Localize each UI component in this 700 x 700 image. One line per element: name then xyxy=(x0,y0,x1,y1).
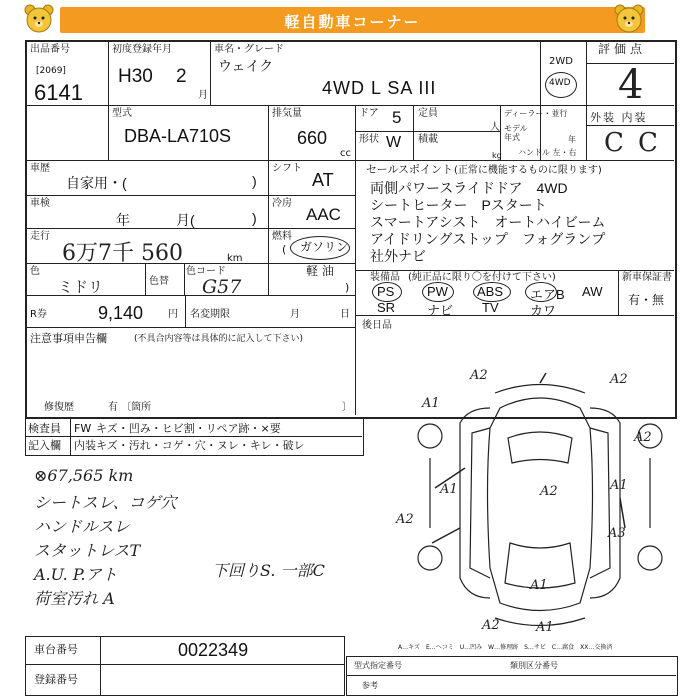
capacity-label: 定員 xyxy=(418,108,438,119)
chassis-number: 0022349 xyxy=(178,640,249,660)
page-title: 軽自動車コーナー xyxy=(284,13,421,31)
car-name: ウェイク xyxy=(218,58,274,74)
fuel-petrol: ガソリン xyxy=(300,240,349,254)
load-label: 積載 xyxy=(418,134,438,145)
damage-mark: A1 xyxy=(610,478,628,493)
damage-mark: A1 xyxy=(536,620,554,635)
damage-mark: A2 xyxy=(470,368,488,383)
lot-number-label: 出品番号 xyxy=(30,44,70,55)
color-code-label: 色コード xyxy=(186,266,226,277)
new-warranty-value: 有・無 xyxy=(628,293,665,307)
shape-value: W xyxy=(386,134,402,151)
shape-label: 形状 xyxy=(359,134,379,145)
car-name-label: 車名・グレード xyxy=(214,44,284,55)
sales-point-item: アイドリングストップ フォグランプ xyxy=(370,231,606,247)
usage-label: 車歴 xyxy=(30,163,50,174)
displacement-value: 660 xyxy=(297,128,328,148)
damage-mark: A2 xyxy=(482,618,500,633)
title-deadline-label: 名変期限 xyxy=(190,309,230,320)
equip-abs: ABS xyxy=(477,284,504,299)
sales-point-item: 両側パワースライドドア 4WD xyxy=(370,180,568,196)
handwritten-note: ⊗67,565 km xyxy=(34,466,134,485)
handwritten-note: 荷室汚れ A xyxy=(34,589,115,608)
interior-grade: C xyxy=(638,128,658,158)
fuel-label: 燃料 xyxy=(272,231,292,242)
score-label: 評価点 xyxy=(598,42,647,56)
header-banner xyxy=(60,7,645,33)
usage-value: 自家用・( xyxy=(66,175,127,191)
sales-points-label: セールスポイント xyxy=(366,163,454,176)
equipment-label: 装備品 xyxy=(370,272,400,283)
model-label: 型式 xyxy=(112,108,132,119)
dealer-label: ディーラー・並行 xyxy=(504,109,568,118)
inspector-interior-options: キズ・汚れ・コゲ・穴・ヌレ・キレ・破レ xyxy=(96,439,305,452)
post-install-label: 後日品 xyxy=(362,320,392,331)
first-registration-month: 2 xyxy=(176,66,187,87)
handwritten-underside-note: 下回りS. 一部C xyxy=(212,561,325,580)
handwritten-note: スタットレスT xyxy=(34,541,141,560)
inspection-label: 車検 xyxy=(30,198,50,209)
aircon-value: AAC xyxy=(306,205,341,224)
inspector-fw-options: キズ・凹み・ヒビ割・リペア跡・×要 xyxy=(96,422,281,435)
exterior-grade: C xyxy=(604,128,624,158)
bear-mascot-icon xyxy=(612,2,646,36)
equip-ps: PS xyxy=(377,284,395,299)
score-value: 4 xyxy=(618,62,644,108)
mileage-value: 6万7千 560 xyxy=(62,241,183,266)
recycle-label: R券 xyxy=(30,309,47,320)
notes-label: 注意事項申告欄 xyxy=(30,332,107,345)
repair-history-label: 修復歴 xyxy=(44,402,74,413)
fuel-diesel: 軽 油 xyxy=(306,264,334,278)
inspector-label: 検査員 xyxy=(28,422,61,435)
sales-point-item: 社外ナビ xyxy=(370,248,426,264)
damage-mark: A1 xyxy=(440,482,458,497)
fuel-selected-circle xyxy=(290,236,350,260)
ext-int-label: 外装 内装 xyxy=(590,111,648,124)
equip-navi: ナビ xyxy=(427,303,454,318)
equip-tv: TV xyxy=(482,300,499,315)
lot-code: [2069] xyxy=(36,66,66,76)
damage-mark: A2 xyxy=(634,430,652,445)
handwritten-note: A.U. P.アト xyxy=(34,565,118,584)
car-grade: 4WD L SA III xyxy=(322,78,437,98)
color-code-value: G57 xyxy=(202,276,242,298)
damage-mark: A1 xyxy=(422,396,440,411)
chassis-label: 車台番号 xyxy=(34,643,78,656)
sales-point-item: シートヒーター Pスタート xyxy=(370,197,547,213)
damage-mark: A2 xyxy=(610,372,628,387)
equip-aw: AW xyxy=(582,284,603,299)
repair-history-value: 有 〔箇所 xyxy=(108,402,152,413)
diagram-legend: A…キズ E…ヘコミ U…凹み W…修理跡 S…サビ C…腐食 XX…交換済 xyxy=(398,644,613,651)
lot-number: 6141 xyxy=(34,80,83,105)
shift-label: シフト xyxy=(272,163,302,174)
handwritten-note: シートスレ、コゲ穴 xyxy=(34,493,177,512)
shift-value: AT xyxy=(312,170,334,190)
aircon-label: 冷房 xyxy=(272,198,292,209)
doors-label: ドア xyxy=(359,108,379,119)
model-value: DBA-LA710S xyxy=(124,126,232,146)
equip-leather: カワ xyxy=(530,303,557,318)
displacement-label: 排気量 xyxy=(272,108,302,119)
bear-mascot-icon xyxy=(22,2,56,36)
damage-mark: A2 xyxy=(540,484,558,499)
equip-airbag: エアB xyxy=(530,287,565,302)
color-value: ミドリ xyxy=(58,278,104,296)
damage-mark: A2 xyxy=(396,512,414,527)
sales-point-item: スマートアシスト オートハイビーム xyxy=(370,214,606,230)
reg-number-label: 登録番号 xyxy=(34,673,78,686)
recycle-value: 9,140 xyxy=(98,303,144,323)
handwritten-note: ハンドルスレ xyxy=(34,517,130,536)
first-registration-label: 初度登録年月 xyxy=(112,44,172,55)
color-label: 色 xyxy=(30,266,40,277)
damage-mark: A1 xyxy=(530,578,548,593)
new-warranty-label: 新車保証書 xyxy=(622,272,672,283)
drive-2wd-label: 2WD xyxy=(549,56,573,67)
equip-sr: SR xyxy=(377,300,396,315)
damage-mark: A3 xyxy=(608,526,626,541)
drive-4wd-label: 4WD xyxy=(549,78,571,88)
mileage-label: 走行 xyxy=(30,231,50,242)
color-change-label: 色替 xyxy=(149,276,169,287)
equip-pw: PW xyxy=(427,284,448,299)
first-registration-year: H30 xyxy=(118,66,153,87)
doors-value: 5 xyxy=(392,108,402,127)
